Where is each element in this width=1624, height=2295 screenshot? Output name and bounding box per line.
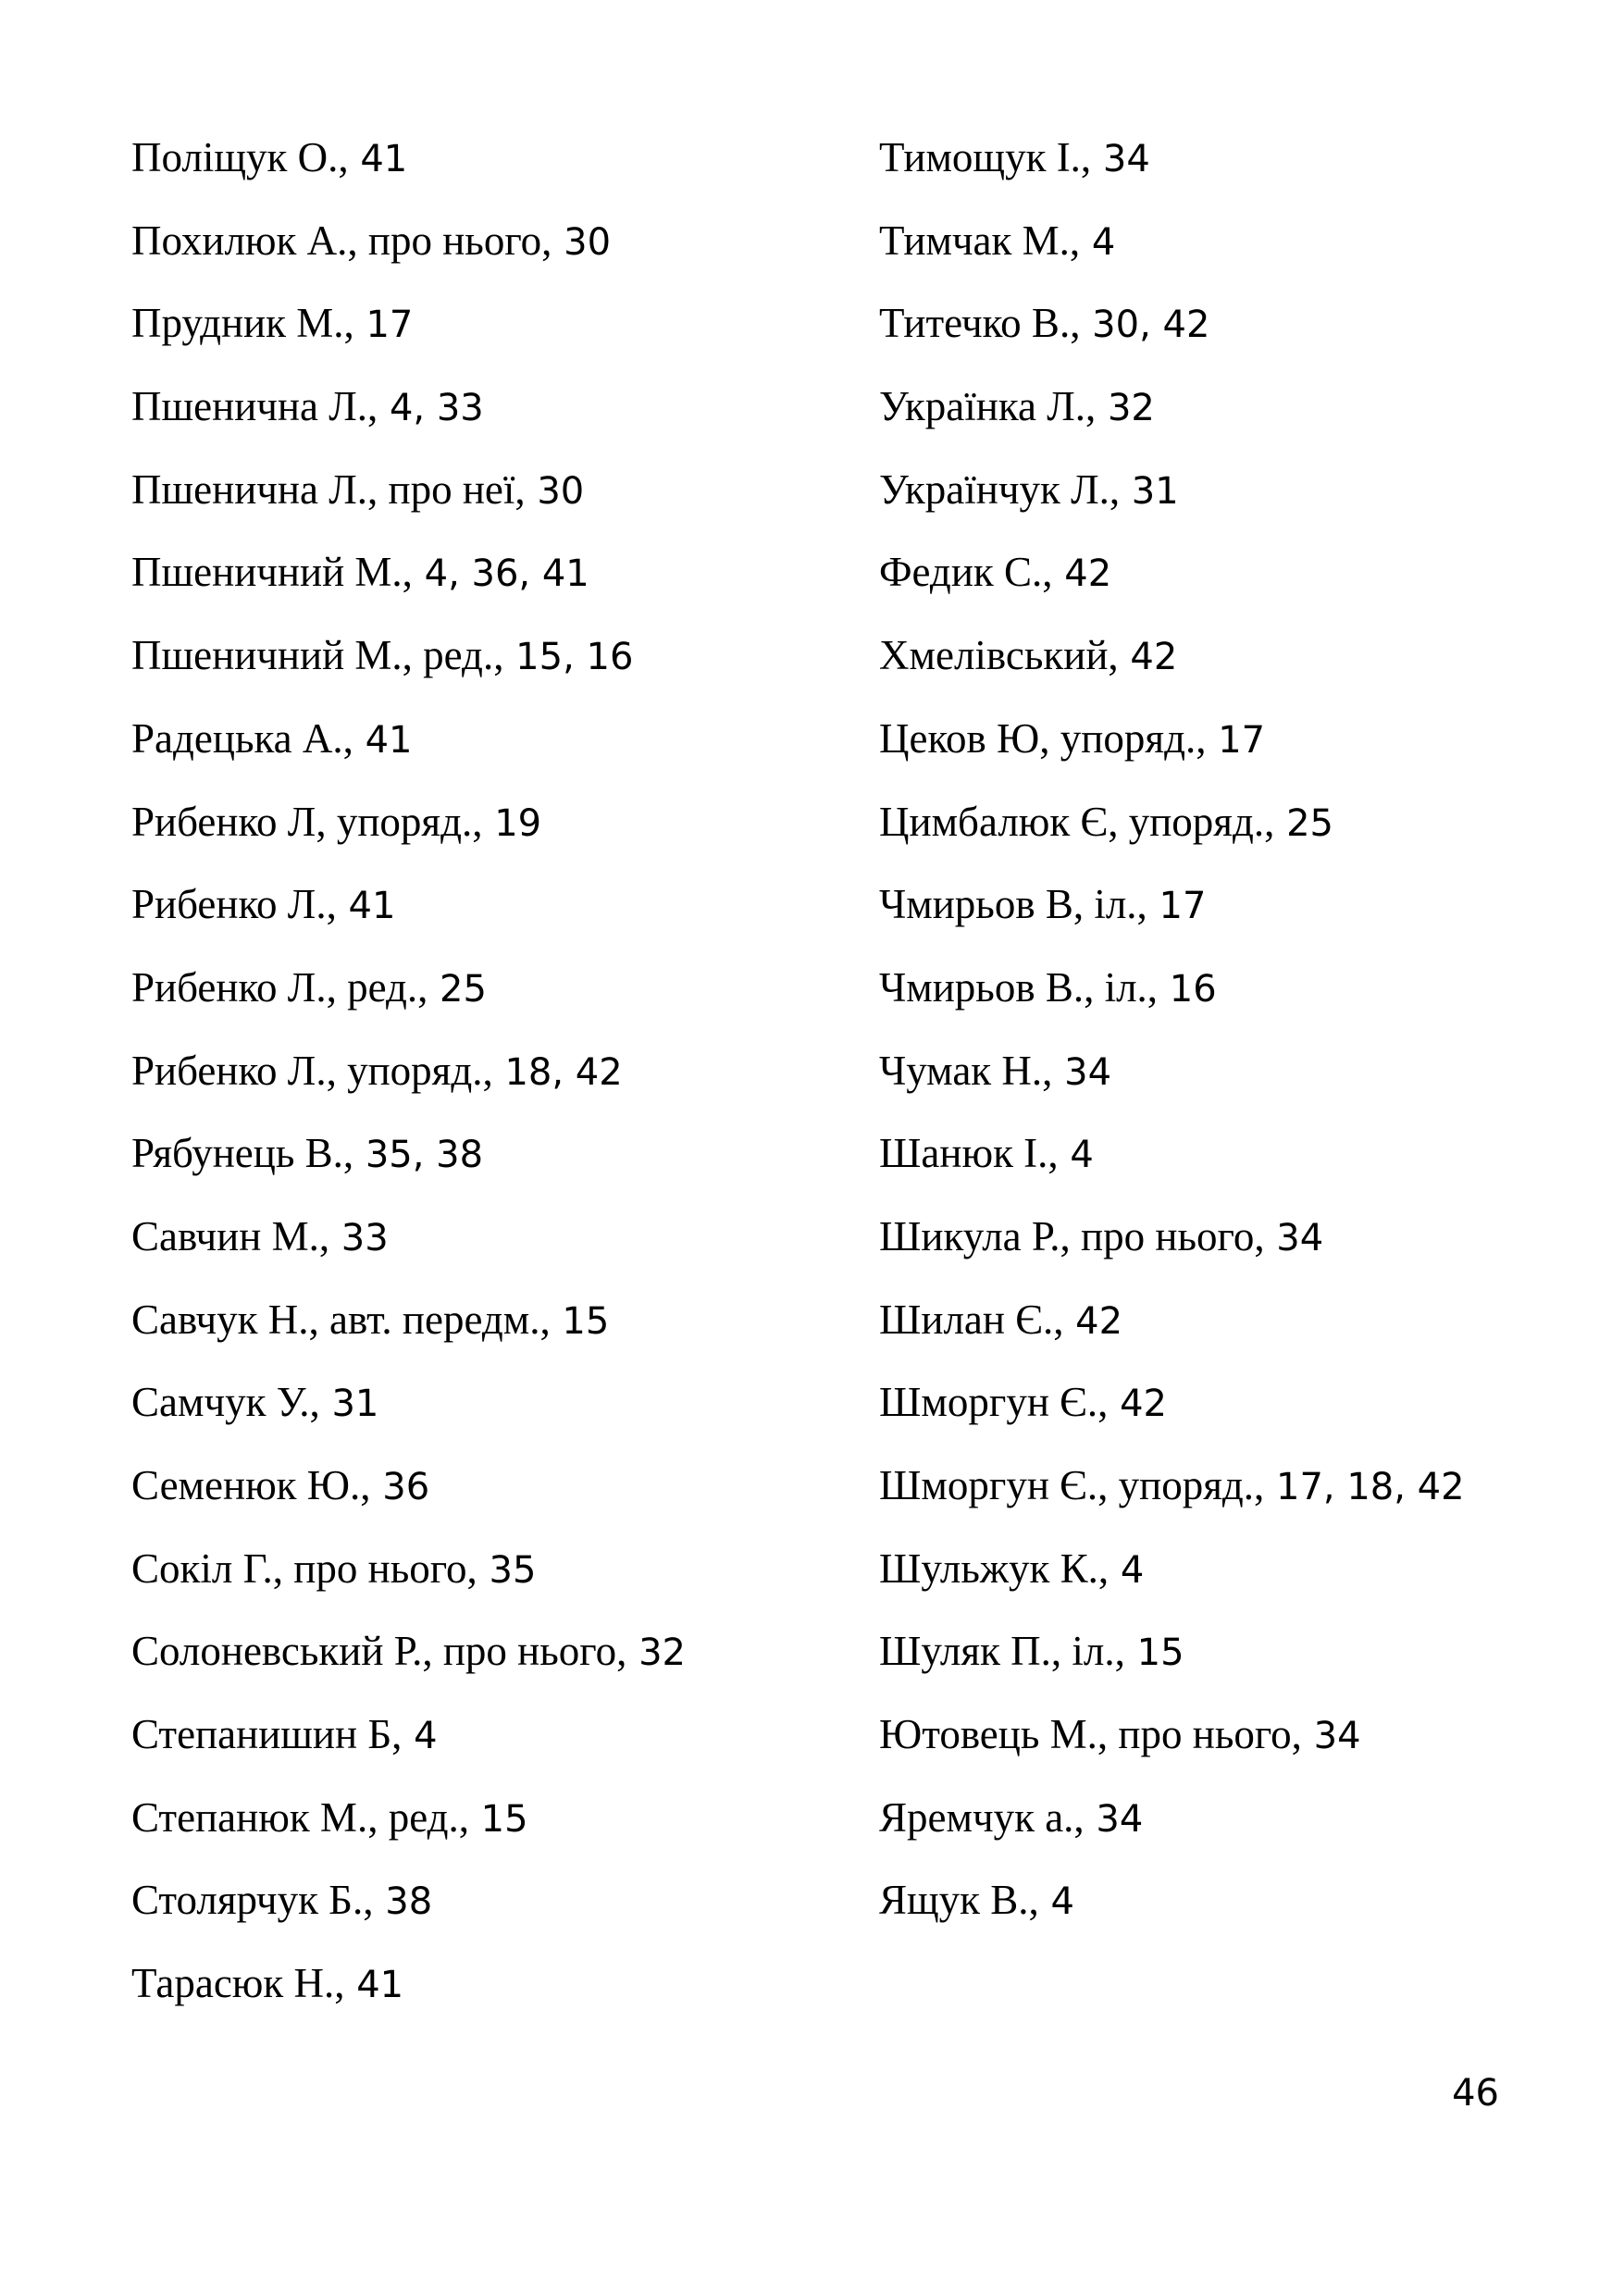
index-entry-pages: 17 [1206, 718, 1266, 762]
index-entry [879, 1790, 1582, 1873]
index-entry-name: Цимбалюк Є, упоряд., [879, 798, 1275, 845]
index-entry [879, 213, 1582, 296]
index-entry [879, 1458, 1582, 1541]
index-entry-name: Самчук У., [131, 1379, 320, 1426]
index-entry [131, 960, 853, 1043]
index-entry [879, 1872, 1582, 1955]
index-entry [879, 794, 1582, 877]
index-entry [879, 1623, 1582, 1706]
index-entry-name: Чмирьов В., іл., [879, 963, 1159, 1011]
index-entry [131, 1292, 853, 1375]
index-entry-pages: 16 [1158, 967, 1217, 1011]
index-entry [131, 1623, 853, 1706]
index-entry [879, 627, 1582, 711]
index-entry-pages: 15 [1124, 1631, 1184, 1675]
index-entry [131, 876, 853, 960]
index-entry [131, 462, 853, 545]
index-entry [879, 1209, 1582, 1292]
index-entry-pages: 34 [1091, 138, 1150, 180]
index-entry [131, 627, 853, 711]
index-entry-name: Поліщук О., [131, 134, 349, 180]
index-entry-name: Тарасюк Н., [131, 1960, 345, 2007]
index-entry-pages: 42 [1118, 636, 1178, 679]
index-entry-pages: 4 [1058, 1134, 1094, 1177]
index-entry-pages: 41 [336, 885, 396, 928]
index-entry [879, 1292, 1582, 1375]
index-entry-name: Шморгун Є., упоряд., [879, 1462, 1265, 1508]
index-entry-pages: 33 [329, 1216, 389, 1259]
index-entry-name: Сокіл Г., про нього, [131, 1544, 477, 1592]
index-entry-pages: 4 [1080, 220, 1116, 264]
index-entry-pages: 42 [1108, 1383, 1167, 1426]
index-entry [131, 1955, 853, 2039]
index-entry-name: Савчук Н., авт. передм., [131, 1296, 551, 1343]
index-entry-name: Титечко В., [879, 300, 1081, 347]
index-entry [879, 295, 1582, 378]
index-entry-name: Пшенична Л., про неї, [131, 465, 526, 513]
index-entry-name: Шилан Є., [879, 1296, 1064, 1343]
index-entry [131, 295, 853, 378]
index-entry-name: Рябунець В., [131, 1130, 354, 1177]
index-entry-pages: 42 [1052, 552, 1112, 596]
index-entry-name: Федик С., [879, 549, 1053, 596]
index-entry-pages: 4, 36, 41 [412, 552, 589, 596]
index-entry [131, 1209, 853, 1292]
index-entry-name: Пшеничний М., [131, 549, 413, 596]
page-number: 46 [1452, 2072, 1499, 2115]
index-entry [879, 544, 1582, 627]
index-entry [131, 544, 853, 627]
index-entry-name: Шморгун Є., [879, 1379, 1109, 1426]
index-entry [131, 1458, 853, 1541]
index-entry-pages: 4 [402, 1715, 438, 1758]
index-entry-name: Яремчук а., [879, 1793, 1085, 1841]
index-entry-name: Ящук В., [879, 1877, 1039, 1924]
index-entry-name: Похилюк А., про нього, [131, 217, 552, 264]
index-entry-pages: 17 [353, 304, 414, 347]
index-entry-name: Радецька А., [131, 714, 353, 762]
index-entry [131, 794, 853, 877]
index-entry-name: Рибенко Л, упоряд., [131, 798, 483, 845]
index-entry-name: Ютовець М., про нього, [879, 1711, 1302, 1758]
index-entry [879, 1374, 1582, 1458]
index-entry-name: Пшенична Л., [131, 383, 378, 430]
index-entry-pages: 36 [370, 1466, 430, 1508]
index-entry [131, 213, 853, 296]
index-entry-name: Українка Л., [879, 383, 1097, 430]
index-entry-name: Тимчак М., [879, 217, 1081, 264]
index-entry [879, 1541, 1582, 1624]
index-entry-pages: 4, 33 [378, 387, 484, 430]
index-entry [879, 876, 1582, 960]
index-entry-pages: 15, 16 [503, 636, 634, 679]
index-entry-pages: 4 [1109, 1548, 1145, 1592]
index-entry-pages: 17 [1147, 885, 1207, 928]
index-entry-pages: 31 [1120, 469, 1179, 513]
index-entry-pages: 25 [428, 967, 487, 1011]
index-entry-name: Шульжук К., [879, 1544, 1110, 1592]
index-entry-name: Чумак Н., [879, 1047, 1053, 1094]
index-entry-pages: 34 [1301, 1715, 1361, 1758]
index-entry [879, 1125, 1582, 1209]
index-entry-name: Прудник М., [131, 300, 354, 347]
index-entry-name: Хмелівський, [879, 632, 1119, 679]
index-entry [879, 1043, 1582, 1126]
index-entry-pages: 30, 42 [1080, 304, 1210, 347]
index-entry [879, 960, 1582, 1043]
index-entry-pages: 15 [468, 1797, 528, 1841]
index-entry-name: Семенюк Ю., [131, 1462, 371, 1508]
index-entry-pages: 32 [626, 1631, 686, 1675]
index-right-column [879, 130, 1582, 1955]
index-entry-pages: 42 [1063, 1299, 1123, 1343]
index-entry-pages: 30 [552, 220, 612, 264]
index-entry-name: Столярчук Б., [131, 1877, 374, 1924]
index-entry [131, 1872, 853, 1955]
index-entry-pages: 30 [525, 469, 585, 513]
index-left-column [131, 130, 853, 2039]
index-entry-name: Українчук Л., [879, 465, 1121, 513]
index-entry [131, 1043, 853, 1126]
index-entry-name: Чмирьов В, іл., [879, 881, 1147, 928]
index-entry-name: Шанюк І., [879, 1130, 1059, 1177]
index-entry [131, 1790, 853, 1873]
index-entry-name: Рибенко Л., ред., [131, 963, 428, 1011]
index-entry-pages: 34 [1052, 1050, 1112, 1094]
index-entry-name: Тимощук І., [879, 134, 1092, 180]
index-entry-pages: 35, 38 [353, 1134, 484, 1177]
index-entry-pages: 31 [319, 1383, 379, 1426]
index-entry-name: Солоневський Р., про нього, [131, 1628, 627, 1675]
index-entry [131, 1125, 853, 1209]
index-entry-pages: 38 [373, 1880, 433, 1924]
index-entry-name: Цеков Ю, упоряд., [879, 714, 1207, 762]
index-entry-pages: 32 [1096, 387, 1155, 430]
index-entry [131, 711, 853, 794]
index-entry-name: Савчин М., [131, 1212, 330, 1259]
index-entry-name: Степанишин Б, [131, 1711, 403, 1758]
index-entry-pages: 19 [482, 801, 542, 845]
index-entry [131, 1541, 853, 1624]
index-entry-name: Шуляк П., іл., [879, 1628, 1125, 1675]
index-entry-name: Пшеничний М., ред., [131, 632, 504, 679]
index-entry-name: Степанюк М., ред., [131, 1793, 469, 1841]
index-entry-name: Рибенко Л., [131, 881, 337, 928]
index-entry [879, 1706, 1582, 1790]
index-entry [879, 462, 1582, 545]
index-entry-pages: 34 [1264, 1216, 1324, 1259]
index-entry-pages: 4 [1038, 1880, 1074, 1924]
index-entry-pages: 17, 18, 42 [1264, 1466, 1465, 1508]
index-entry [131, 1374, 853, 1458]
index-entry-pages: 41 [344, 1964, 404, 2007]
index-entry [131, 1706, 853, 1790]
index-entry-pages: 34 [1084, 1797, 1144, 1841]
index-entry-pages: 41 [353, 718, 413, 762]
index-entry [131, 378, 853, 462]
index-entry [131, 130, 853, 213]
index-entry-pages: 35 [477, 1548, 537, 1592]
index-entry-pages: 25 [1274, 801, 1334, 845]
index-entry [879, 130, 1582, 213]
index-entry [879, 378, 1582, 462]
index-entry-name: Шикула Р., про нього, [879, 1212, 1265, 1259]
index-entry-name: Рибенко Л., упоряд., [131, 1047, 493, 1094]
index-entry-pages: 18, 42 [492, 1050, 623, 1094]
index-entry-pages: 41 [348, 138, 408, 180]
index-entry [879, 711, 1582, 794]
index-entry-pages: 15 [550, 1299, 610, 1343]
